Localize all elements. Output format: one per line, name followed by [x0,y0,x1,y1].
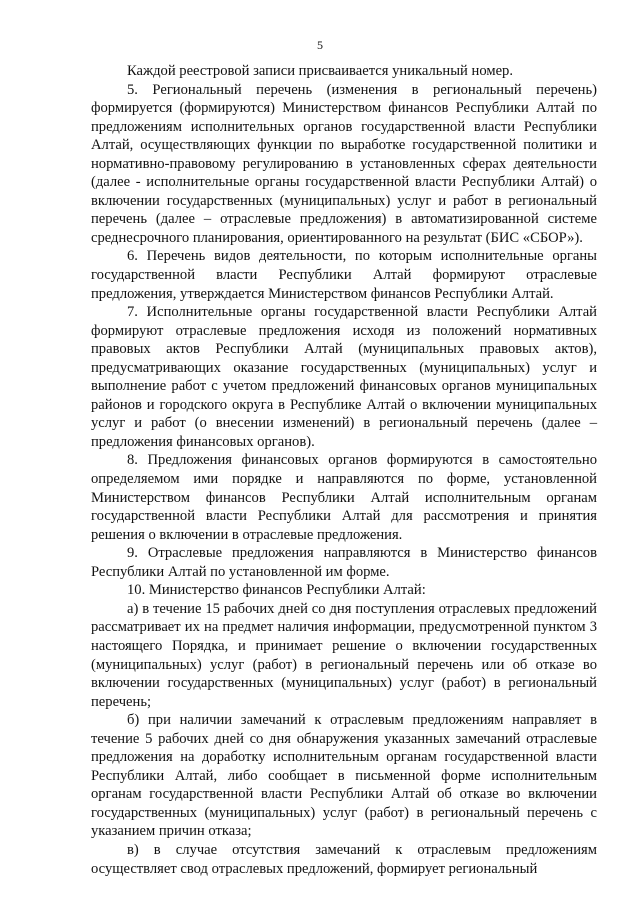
paragraph-item-8: 8. Предложения финансовых органов формируются в самостоятельно определяемом ими порядке и направляются по форме, установленной Министерством финансов Республики Алтай исполнительным органам государственной власти Республики Алтай для рассмотрения и принятия решения о включении в отраслевые предложения. [91,452,597,543]
paragraph-item-10-a: а) в течение 15 рабочих дней со дня поступления отраслевых предложений рассматривает их на предмет наличия информации, предусмотренной пунктом 3 настоящего Порядка, и принимает решение о включении государственных (муниципальных) услуг (работ) в региональный перечень или об отказе во включении государственных (муниципальных) услуг (работ) в региональный перечень; [91,600,597,710]
document-body [91,62,597,878]
paragraph-item-7: 7. Исполнительные органы государственной власти Республики Алтай формируют отраслевые предложения исходя из положений нормативных правовых актов Республики Алтай (муниципальных правовых актов), предусматривающих оказание государственных (муниципальных) услуг и выполнение работ с учетом предложений финансовых органов муниципальных районов и городского округа в Республике Алтай о включении муниципальных услуг и работ (о внесении изменений) в региональный перечень (далее – предложения финансовых органов). [91,304,597,450]
paragraph-item-9: 9. Отраслевые предложения направляются в Министерство финансов Республики Алтай по установленной им форме. [91,545,597,580]
page-number: 5 [317,38,323,52]
paragraph-item-10-v: в) в случае отсутствия замечаний к отраслевым предложениям осуществляет свод отраслевых предложений, формирует региональный [91,841,597,877]
paragraph-item-10-b: б) при наличии замечаний к отраслевым предложениям направляет в течение 5 рабочих дней со дня обнаружения указанных замечаний отраслевые предложения на доработку исполнительным органам государственной власти Республики Алтай, либо сообщает в письменной форме исполнительным органам государственной власти Республики Алтай об отказе во включении государственных (муниципальных) услуг (работ) в региональный перечень с указанием причин отказа; [91,712,597,840]
paragraph-item-5: 5. Региональный перечень (изменения в региональный перечень) формируется (формируются) Министерством финансов Республики Алтай по предложениям исполнительных органов государственной власти Республики Алтай, осуществляющих функции по выработке государственной политики и нормативно-правовому регулированию в установленных сферах деятельности (далее - исполнительные органы государственной власти Республики Алтай) о включении государственных (муниципальных) услуг и работ в региональный перечень (далее – отраслевые предложения) в автоматизированной системе среднесрочного планирования, ориентированного на результат (БИС «СБОР»). [91,81,597,246]
paragraph-registry-number: Каждой реестровой записи присваивается уникальный номер. [127,63,513,79]
paragraph-item-10: 10. Министерство финансов Республики Алтай: [127,582,426,599]
paragraph-item-6: 6. Перечень видов деятельности, по которым исполнительные органы государственной власти Республики Алтай формируют отраслевые предложения, утверждается Министерством финансов Республики Алтай. [91,248,597,302]
